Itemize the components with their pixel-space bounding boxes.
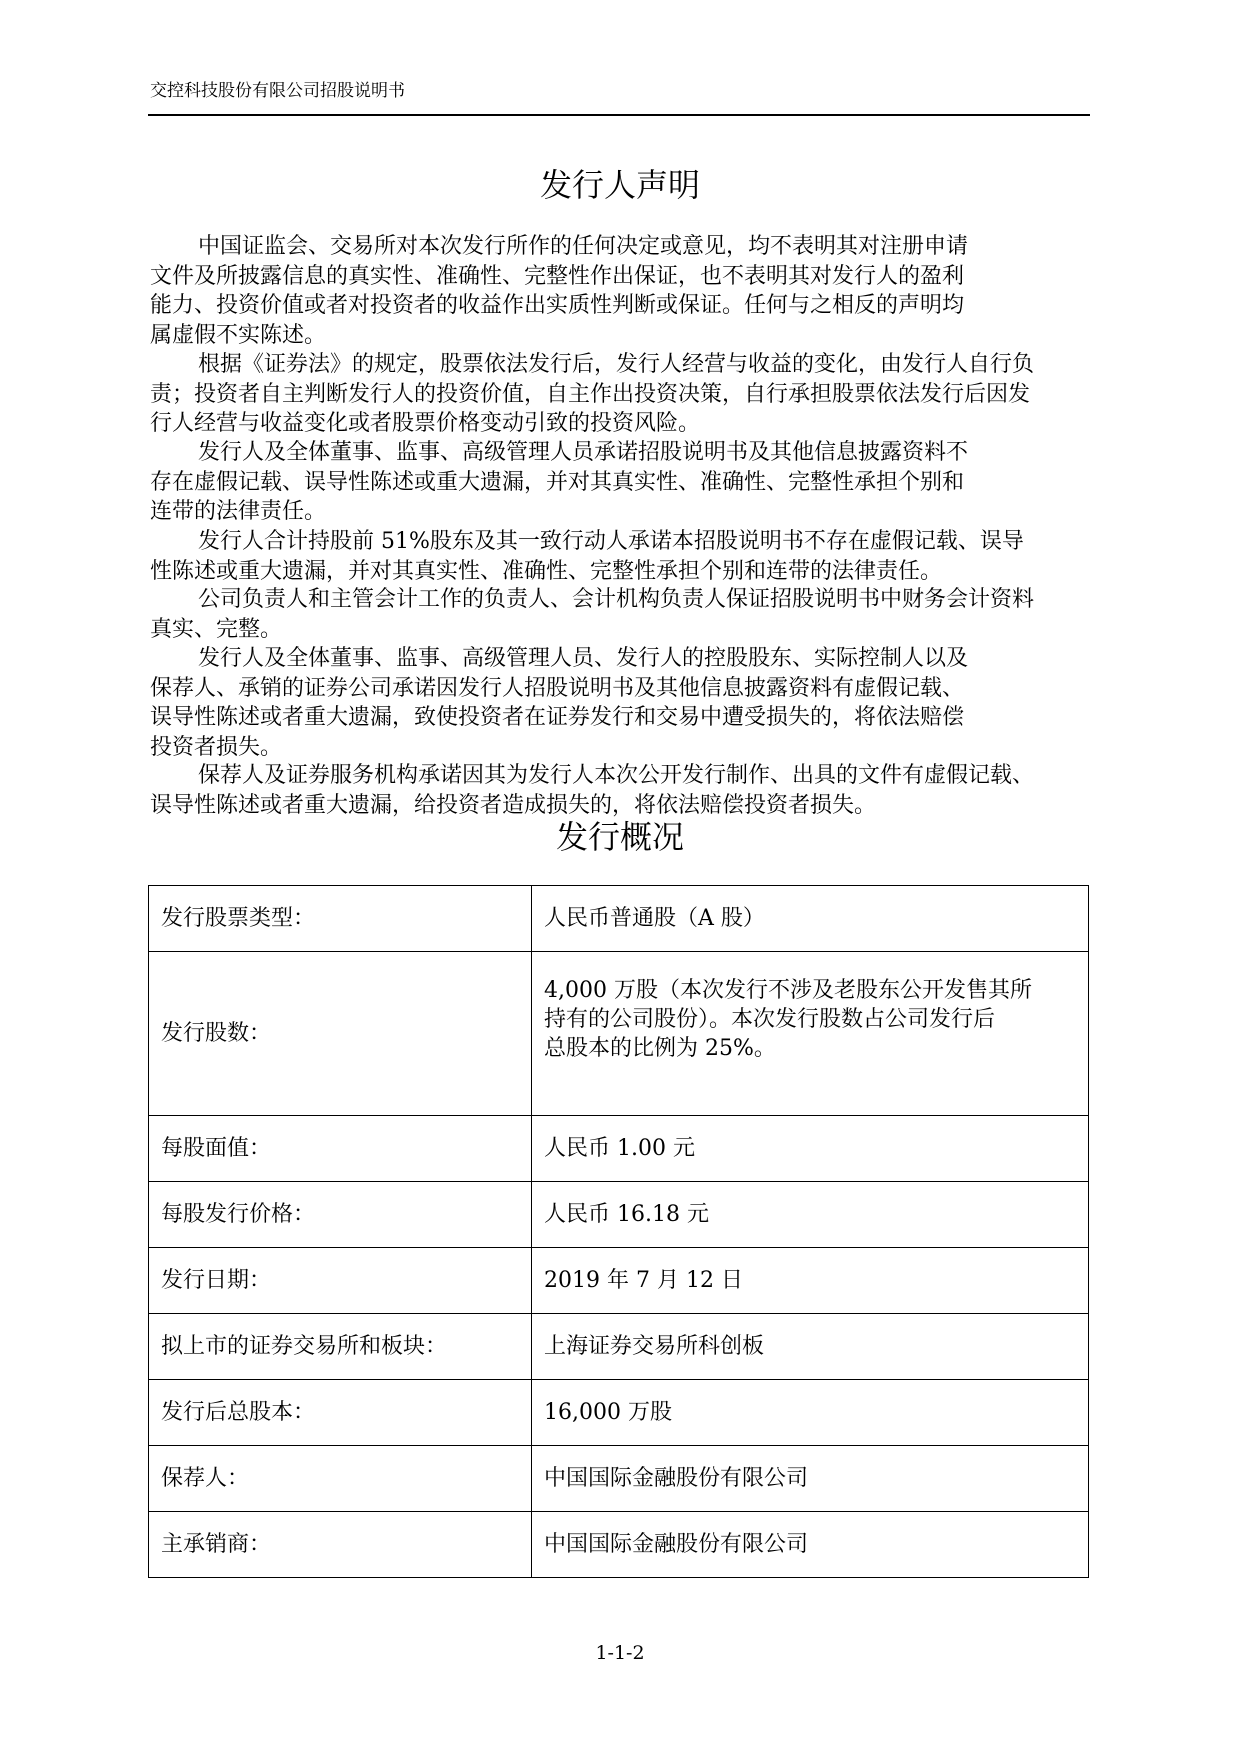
value-line: 中国国际金融股份有限公司	[544, 1466, 809, 1491]
declaration-paragraph-6	[150, 644, 1142, 762]
row-label: 每股发行价格：	[149, 1182, 532, 1248]
row-value	[532, 1446, 1089, 1512]
paragraph-line: 发行人合计持股前 51%股东及其一致行动人承诺本招股说明书不存在虚假记载、误导	[198, 529, 1024, 554]
paragraph-line: 发行人及全体董事、监事、高级管理人员承诺招股说明书及其他信息披露资料不	[198, 440, 969, 465]
row-label: 主承销商：	[149, 1512, 532, 1578]
row-value	[532, 1116, 1089, 1182]
paragraph-line: 责；投资者自主判断发行人的投资价值，自主作出投资决策，自行承担股票依法发行后因发	[150, 381, 1031, 407]
value-line: 2019 年 7 月 12 日	[544, 1268, 743, 1293]
paragraph-line: 性陈述或重大遗漏，并对其真实性、准确性、完整性承担个别和连带的法律责任。	[150, 558, 943, 584]
paragraph-line: 误导性陈述或者重大遗漏，致使投资者在证券发行和交易中遭受损失的，将依法赔偿	[150, 705, 965, 730]
overview-title: 发行概况	[555, 818, 684, 856]
value-line: 人民币普通股（A 股）	[544, 906, 765, 931]
row-value	[532, 1248, 1089, 1314]
paragraph-line: 连带的法律责任。	[150, 499, 327, 524]
paragraph-line: 文件及所披露信息的真实性、准确性、完整性作出保证，也不表明其对发行人的盈利	[150, 263, 965, 289]
row-value	[532, 1512, 1089, 1578]
table-row	[149, 1512, 1089, 1578]
paragraph-line: 误导性陈述或者重大遗漏，给投资者造成损失的，将依法赔偿投资者损失。	[150, 792, 877, 818]
table-row	[149, 1446, 1089, 1512]
paragraph-line: 保荐人及证券服务机构承诺因其为发行人本次公开发行制作、出具的文件有虚假记载、	[198, 763, 1035, 788]
paragraph-line: 公司负责人和主管会计工作的负责人、会计机构负责人保证招股说明书中财务会计资料	[198, 587, 1035, 612]
document-header: 交控科技股份有限公司招股说明书	[150, 81, 405, 101]
value-line: 人民币 1.00 元	[544, 1136, 695, 1161]
row-label: 发行后总股本：	[149, 1380, 532, 1446]
table-row	[149, 1248, 1089, 1314]
declaration-paragraph-1	[150, 232, 1142, 350]
value-line: 16,000 万股	[544, 1400, 672, 1425]
paragraph-line: 投资者损失。	[150, 734, 283, 760]
table-row	[149, 1182, 1089, 1248]
declaration-paragraph-4	[150, 527, 1142, 586]
row-value	[532, 1182, 1089, 1248]
row-label: 发行股数：	[149, 952, 532, 1116]
row-label: 拟上市的证券交易所和板块：	[149, 1314, 532, 1380]
table-row	[149, 886, 1089, 952]
value-line: 中国国际金融股份有限公司	[544, 1532, 809, 1557]
table-row	[149, 1116, 1089, 1182]
value-line: 4,000 万股（本次发行不涉及老股东公开发售其所	[544, 978, 1032, 1003]
value-line: 上海证券交易所科创板	[544, 1334, 765, 1359]
paragraph-line: 中国证监会、交易所对本次发行所作的任何决定或意见，均不表明其对注册申请	[198, 234, 969, 259]
row-value	[532, 1314, 1089, 1380]
declaration-title: 发行人声明	[539, 166, 700, 204]
row-label: 发行股票类型：	[149, 886, 532, 952]
header-divider	[148, 114, 1090, 116]
table-row	[149, 1314, 1089, 1380]
declaration-paragraph-2	[150, 350, 1142, 439]
page-number: 1-1-2	[595, 1642, 645, 1664]
value-line: 持有的公司股份）。本次发行股数占公司发行后	[544, 1007, 996, 1032]
paragraph-line: 存在虚假记载、误导性陈述或重大遗漏，并对其真实性、准确性、完整性承担个别和	[150, 469, 965, 495]
row-value	[532, 886, 1089, 952]
paragraph-line: 保荐人、承销的证券公司承诺因发行人招股说明书及其他信息披露资料有虚假记载、	[150, 675, 965, 701]
row-label: 每股面值：	[149, 1116, 532, 1182]
paragraph-line: 发行人及全体董事、监事、高级管理人员、发行人的控股股东、实际控制人以及	[198, 646, 969, 671]
value-line: 总股本的比例为 25%。	[544, 1036, 776, 1061]
value-line: 人民币 16.18 元	[544, 1202, 709, 1227]
paragraph-line: 根据《证券法》的规定，股票依法发行后，发行人经营与收益的变化，由发行人自行负	[198, 352, 1035, 377]
row-value	[532, 1380, 1089, 1446]
paragraph-line: 行人经营与收益变化或者股票价格变动引致的投资风险。	[150, 411, 701, 436]
declaration-paragraph-3	[150, 438, 1142, 527]
row-label: 保荐人：	[149, 1446, 532, 1512]
issuance-overview-table	[148, 885, 1089, 1578]
row-value	[532, 952, 1089, 1116]
table-row	[149, 1380, 1089, 1446]
table-row	[149, 952, 1089, 1116]
paragraph-line: 真实、完整。	[150, 616, 283, 642]
declaration-paragraph-5	[150, 585, 1142, 644]
paragraph-line: 属虚假不实陈述。	[150, 322, 327, 348]
row-label: 发行日期：	[149, 1248, 532, 1314]
paragraph-line: 能力、投资价值或者对投资者的收益作出实质性判断或保证。任何与之相反的声明均	[150, 293, 965, 318]
